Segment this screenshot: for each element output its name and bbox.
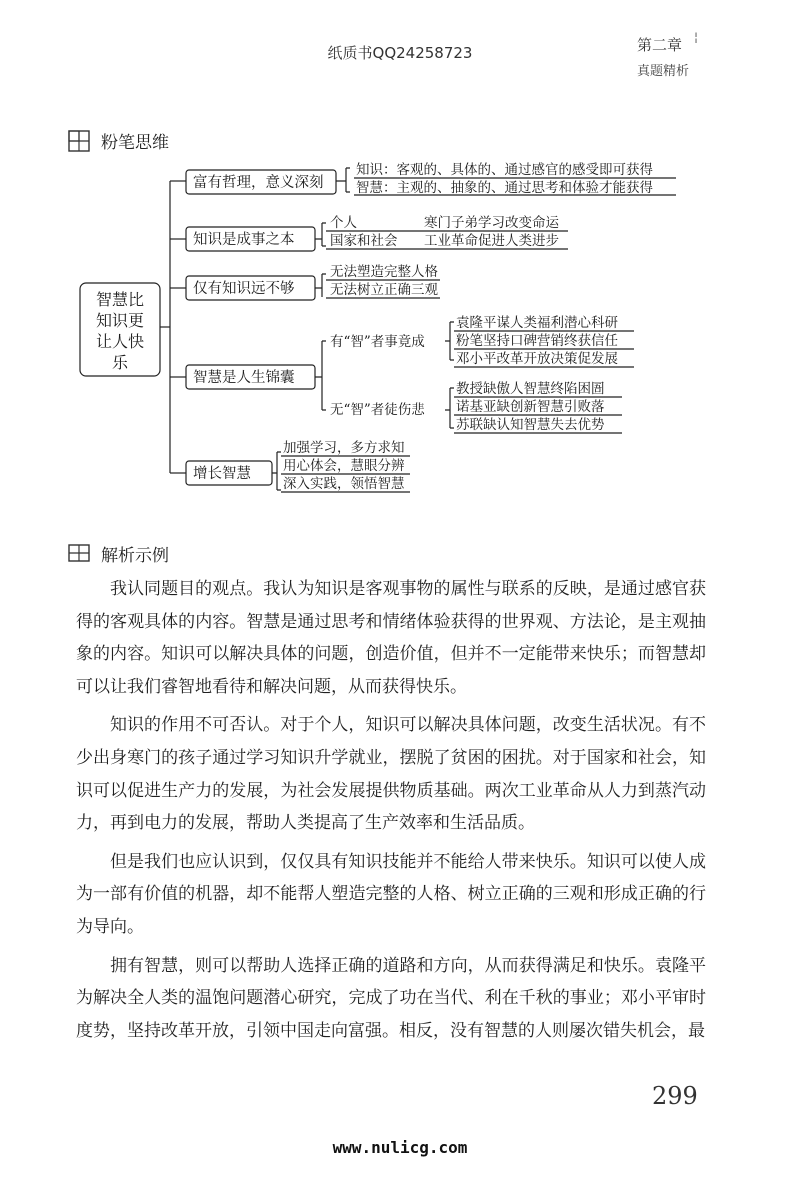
branch-label-3: 仅有知识远不够 — [193, 281, 295, 297]
header-watermark-text: 纸质书QQ24258723 — [327, 44, 473, 62]
section-title-mindmap: 粉笔思维 — [101, 133, 169, 153]
mindmap-root-line-1: 智慧比 — [95, 290, 145, 309]
leaf-1-2: 智慧：主观的、抽象的、通过思考和体验才能获得 — [356, 180, 653, 196]
mindmap-root-line-4: 乐 — [111, 353, 129, 372]
leaf-4-2-2: 诺基亚缺创新智慧引败落 — [456, 399, 605, 415]
header-mark: ¦ — [694, 30, 699, 44]
paragraph-4: 拥有智慧，则可以帮助人选择正确的道路和方向，从而获得满足和快乐。袁隆平为解决全人类的温饱问题潜心研究，完成了功在当代、利在千秋的事业；邓小平审时度势，坚持改革开放，引领中国走向富强。相反，没有智慧的人则屡次错失机会，最 — [76, 955, 706, 1041]
leaf-4-1-3: 邓小平改革开放决策促发展 — [456, 351, 618, 367]
leaf-2-right-2: 工业革命促进人类进步 — [424, 233, 559, 249]
sub-label-1: 有“智”者事竟成 — [330, 334, 425, 350]
analysis-body — [76, 573, 706, 1047]
branch-label-5: 增长智慧 — [193, 466, 251, 482]
branch-label-2: 知识是成事之本 — [193, 232, 295, 248]
sub-label-2: 无“智”者徒伤悲 — [330, 402, 425, 418]
page-number: 299 — [652, 1082, 698, 1110]
paragraph-3: 但是我们也应认识到，仅仅具有知识技能并不能给人带来快乐。知识可以使人成为一部有价值的机器，却不能帮人塑造完整的人格、树立正确的三观和形成正确的行为导向。 — [76, 851, 706, 937]
section-title-analysis: 解析示例 — [101, 546, 169, 566]
leaf-5-3: 深入实践，领悟智慧 — [283, 476, 405, 492]
leaf-3-2: 无法树立正确三观 — [330, 282, 438, 298]
leaf-4-2-3: 苏联缺认知智慧失去优势 — [456, 417, 605, 433]
leaf-2-left-2: 国家和社会 — [330, 233, 398, 249]
leaf-4-2-1: 教授缺傲人智慧终陷困圄 — [456, 381, 605, 397]
leaf-5-2: 用心体会，慧眼分辨 — [283, 458, 405, 474]
branch-label-1: 富有哲理，意义深刻 — [193, 175, 324, 191]
leaf-3-1: 无法塑造完整人格 — [330, 264, 438, 280]
section-table-icon — [68, 544, 90, 562]
mindmap — [0, 0, 800, 520]
leaf-4-1-2: 粉笔坚持口碑营销终获信任 — [456, 333, 618, 349]
leaf-1-1: 知识：客观的、具体的、通过感官的感受即可获得 — [356, 162, 653, 178]
leaf-5-1: 加强学习，多方求知 — [283, 440, 405, 456]
chapter-subtitle: 真题精析 — [637, 64, 690, 79]
mindmap-root-line-3: 让人快 — [95, 332, 145, 351]
leaf-4-1-1: 袁隆平谋人类福利潜心科研 — [456, 315, 618, 331]
branch-label-4: 智慧是人生锦囊 — [193, 370, 295, 386]
paragraph-2: 知识的作用不可否认。对于个人，知识可以解决具体问题，改变生活状况。有不少出身寒门的孩子通过学习知识升学就业，摆脱了贫困的困扰。对于国家和社会，知识可以促进生产力的发展，为社会发展提供物质基础。两次工业革命从人力到蒸汽动力，再到电力的发展，帮助人类提高了生产效率和生活品质。 — [76, 715, 706, 834]
leaf-2-left-1: 个人 — [330, 215, 357, 231]
chapter-title: 第二章 — [637, 36, 683, 54]
leaf-2-right-1: 寒门子弟学习改变命运 — [424, 215, 559, 231]
paragraph-1: 我认同题目的观点。我认为知识是客观事物的属性与联系的反映，是通过感官获得的客观具体的内容。智慧是通过思考和情绪体验获得的世界观、方法论，是主观抽象的内容。知识可以解决具体的问题，创造价值，但并不一定能带来快乐；而智慧却可以让我们睿智地看待和解决问题，从而获得快乐。 — [76, 579, 706, 697]
mindmap-root-line-2: 知识更 — [95, 311, 145, 330]
footer-url: www.nulicg.com — [332, 1138, 468, 1157]
